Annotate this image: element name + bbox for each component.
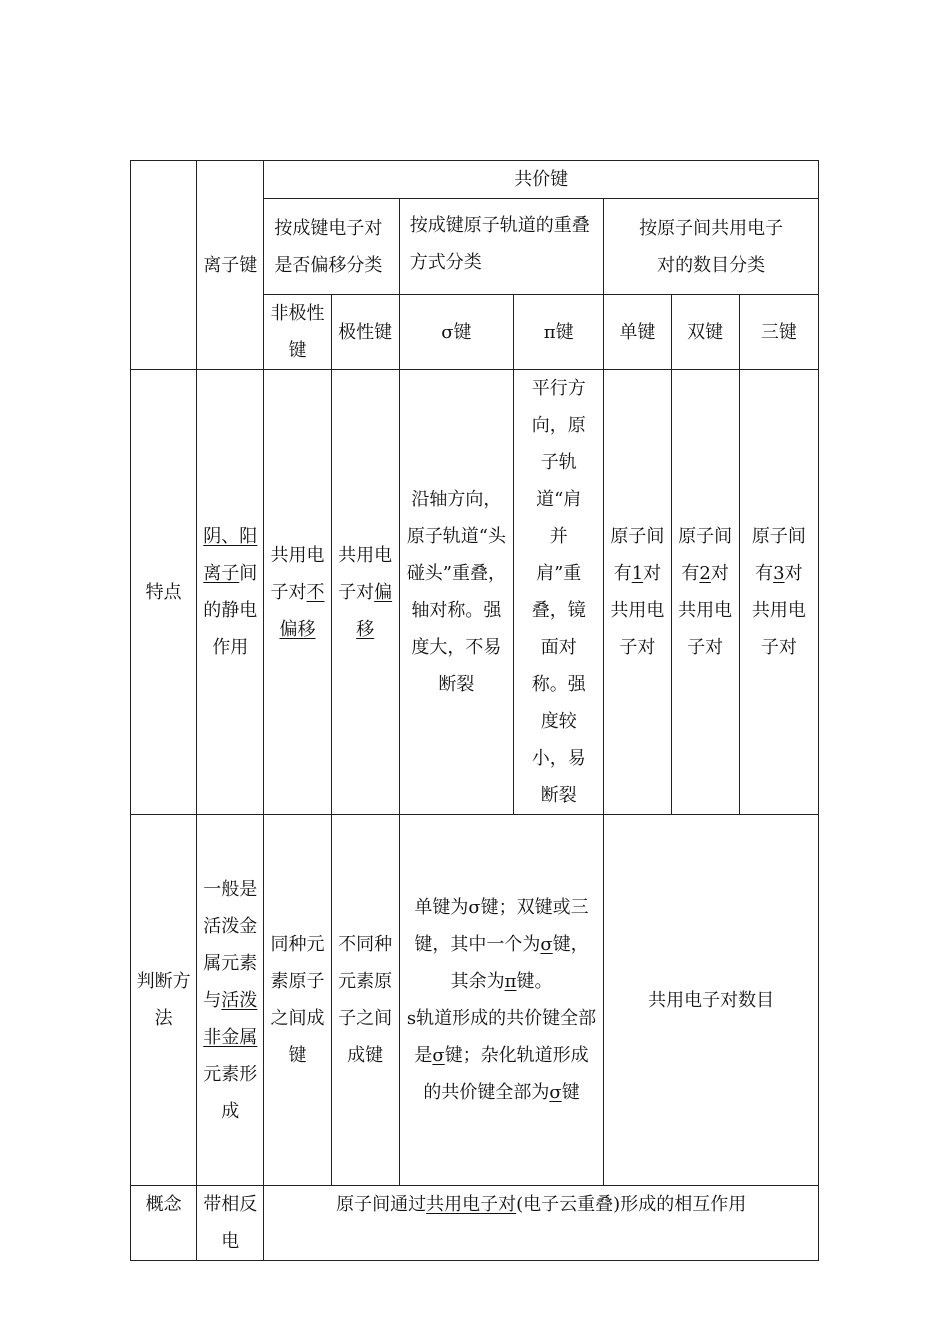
method-sigma-pi: 单键为σ键；双键或三键，其中一个为σ键，其余为π键。 s轨道形成的共价键全部是σ键；杂化轨道形成的共价键全部为σ键 — [399, 815, 604, 1186]
header-polarity-group: 按成键电子对是否偏移分类 — [264, 199, 399, 295]
header-ionic-bond: 离子键 — [197, 161, 264, 370]
features-ionic: 阴、阳离子间的静电作用 — [197, 370, 264, 815]
features-single: 原子间有1对共用电子对 — [604, 370, 671, 815]
features-sigma: 沿轴方向，原子轨道“头碰头”重叠，轴对称。强度大，不易断裂 — [399, 370, 513, 815]
header-triple: 三键 — [739, 295, 818, 370]
header-double: 双键 — [671, 295, 739, 370]
header-polar: 极性键 — [331, 295, 399, 370]
concept-covalent: 原子间通过共用电子对(电子云重叠)形成的相互作用 — [264, 1186, 819, 1261]
concept-ionic: 带相反电 — [197, 1186, 264, 1261]
bond-classification-table — [130, 160, 819, 1261]
features-polar: 共用电子对偏移 — [331, 370, 399, 815]
features-triple: 原子间有3对共用电子对 — [739, 370, 818, 815]
header-count-group: 按原子间共用电子对的数目分类 — [604, 199, 819, 295]
row-label-concept: 概念 — [131, 1186, 197, 1261]
header-covalent-bond: 共价键 — [264, 161, 819, 199]
method-polar: 不同种元素原子之间成键 — [331, 815, 399, 1186]
method-ionic: 一般是活泼金属元素与活泼非金属元素形成 — [197, 815, 264, 1186]
row-label-method: 判断方法 — [131, 815, 197, 1186]
features-double: 原子间有2对共用电子对 — [671, 370, 739, 815]
header-nonpolar: 非极性键 — [264, 295, 331, 370]
row-label-features: 特点 — [131, 370, 197, 815]
corner-cell — [131, 161, 197, 370]
features-pi: 平行方向，原子轨道“肩并肩”重叠，镜面对称。强度较小，易断裂 — [514, 370, 604, 815]
features-nonpolar: 共用电子对不偏移 — [264, 370, 331, 815]
header-single: 单键 — [604, 295, 671, 370]
header-overlap-group: 按成键原子轨道的重叠方式分类 — [399, 199, 604, 295]
header-pi: π键 — [514, 295, 604, 370]
method-count: 共用电子对数目 — [604, 815, 819, 1186]
method-nonpolar: 同种元素原子之间成键 — [264, 815, 331, 1186]
header-sigma: σ键 — [399, 295, 513, 370]
